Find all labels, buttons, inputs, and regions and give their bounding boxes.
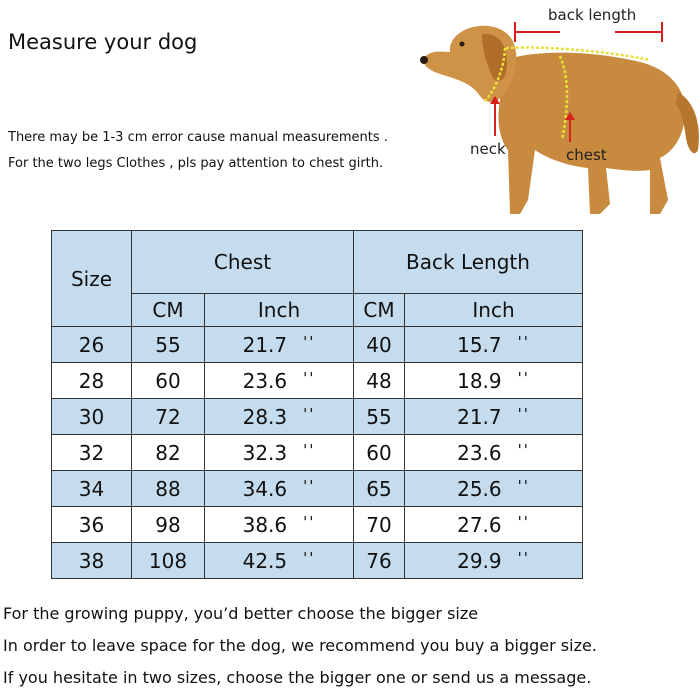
size-cell: 28 [52,363,132,399]
footer-note-space: In order to leave space for the dog, we recommend you buy a bigger size. [3,636,597,655]
back-inch-cell: 18.9 '' [405,363,583,399]
table-row [52,327,583,363]
back-cm-cell: 60 [354,435,405,471]
back-inch-cell: 29.9 '' [405,543,583,579]
chest-inch-cell: 28.3 '' [205,399,354,435]
page-title: Measure your dog [8,30,198,54]
size-cell: 32 [52,435,132,471]
chest-cm-cell: 82 [132,435,205,471]
chest-inch-cell: 32.3 '' [205,435,354,471]
chest-cm-cell: 55 [132,327,205,363]
back-inch-cell: 25.6 '' [405,471,583,507]
table-row [52,363,583,399]
back-length-label: back length [548,6,637,24]
table-row [52,435,583,471]
chest-cm-header: CM [132,294,205,327]
footer-note-puppy: For the growing puppy, you’d better choose the bigger size [3,604,479,623]
chest-cm-cell: 60 [132,363,205,399]
measurement-error-note: There may be 1-3 cm error cause manual measurements . [8,130,388,145]
size-cell: 26 [52,327,132,363]
back-inch-cell: 15.7 '' [405,327,583,363]
size-cell: 38 [52,543,132,579]
table-row [52,543,583,579]
chest-label: chest [566,146,607,164]
size-chart-table [51,230,583,579]
chest-cm-cell: 98 [132,507,205,543]
back-inch-header: Inch [405,294,583,327]
size-cell: 34 [52,471,132,507]
chest-inch-cell: 38.6 '' [205,507,354,543]
back-cm-cell: 40 [354,327,405,363]
back-cm-cell: 76 [354,543,405,579]
table-row [52,507,583,543]
back-cm-cell: 70 [354,507,405,543]
chest-header: Chest [132,231,354,294]
dog-measurement-diagram [410,0,700,225]
size-header: Size [52,231,132,327]
chest-cm-cell: 88 [132,471,205,507]
dog-illustration [410,0,700,225]
size-cell: 30 [52,399,132,435]
size-cell: 36 [52,507,132,543]
chest-inch-cell: 34.6 '' [205,471,354,507]
chest-girth-note: For the two legs Clothes , pls pay attention to chest girth. [8,156,384,171]
chest-cm-cell: 108 [132,543,205,579]
table-row [52,399,583,435]
chest-cm-cell: 72 [132,399,205,435]
back-cm-cell: 65 [354,471,405,507]
back-cm-cell: 55 [354,399,405,435]
back-cm-cell: 48 [354,363,405,399]
chest-inch-cell: 23.6 '' [205,363,354,399]
table-row [52,471,583,507]
back-inch-cell: 23.6 '' [405,435,583,471]
neck-label: neck [470,140,506,158]
back-inch-cell: 27.6 '' [405,507,583,543]
chest-inch-cell: 21.7 '' [205,327,354,363]
back-length-header: Back Length [354,231,583,294]
back-inch-cell: 21.7 '' [405,399,583,435]
footer-note-hesitate: If you hesitate in two sizes, choose the bigger one or send us a message. [3,668,592,687]
chest-inch-cell: 42.5 '' [205,543,354,579]
back-cm-header: CM [354,294,405,327]
chest-inch-header: Inch [205,294,354,327]
